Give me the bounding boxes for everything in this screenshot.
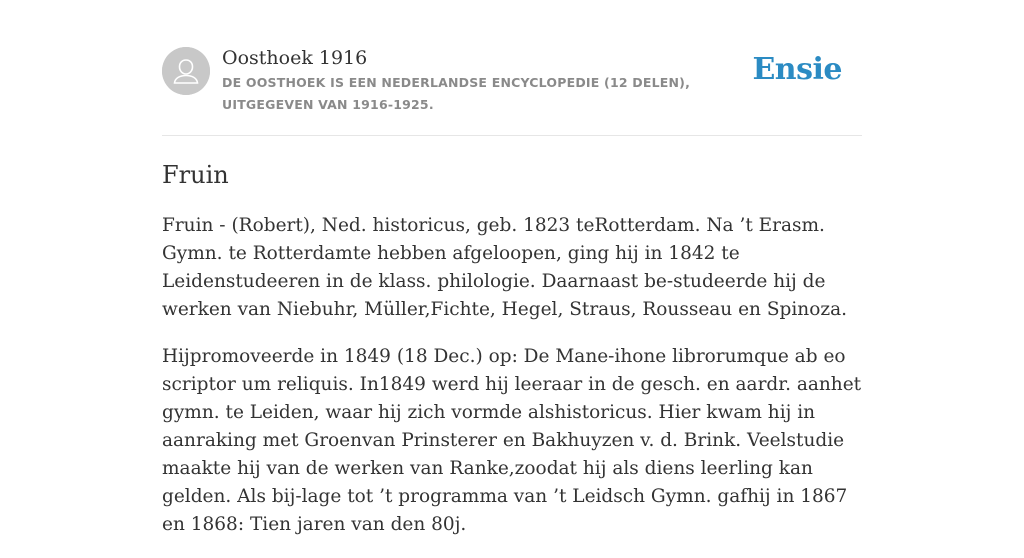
source-description: DE OOSTHOEK IS EEN NEDERLANDSE ENCYCLOPEDIE (12 DELEN), UITGEGEVEN VAN 1916-1925.: [222, 75, 691, 112]
entry-title: Fruin: [162, 161, 229, 189]
source-name[interactable]: Oosthoek 1916: [222, 47, 368, 69]
avatar-silhouette: [162, 47, 210, 95]
source-header: [162, 0, 862, 136]
page-container: [162, 0, 862, 535]
ensie-logo-link[interactable]: Ensie: [752, 52, 842, 87]
user-avatar-icon[interactable]: [162, 47, 210, 95]
entry-paragraph-1: Fruin - (Robert), Ned. historicus, geb. 1823 teRotterdam. Na ’t Erasm. Gymn. te Rotterdamte hebben afgeloopen, ging hij in 1842 te Leidenstudeeren in de klass. philologie. Daarnaast be-studeerde hij de werken van Niebuhr, Müller,Fichte, Hegel, Straus, Rousseau en Spinoza.: [162, 215, 847, 320]
entry-paragraph-2: Hijpromoveerde in 1849 (18 Dec.) op: De Mane-ihone librorumque ab eo scriptor um reliquis. In1849 werd hij leeraar in de gesch. en aardr. aanhet gymn. te Leiden, waar hij zich vormde alshistoricus. Hier kwam hij in aanraking met Groenvan Prinsterer en Bakhuyzen v. d. Brink. Veelstudie maakte hij van de werken van Ranke,zoodat hij als diens leerling kan gelden. Als bij-lage tot ’t programma van ’t Leidsch Gymn. gafhij in 1867 en 1868: Tien jaren van den 80j.: [162, 346, 862, 535]
entry-body: [162, 212, 862, 558]
